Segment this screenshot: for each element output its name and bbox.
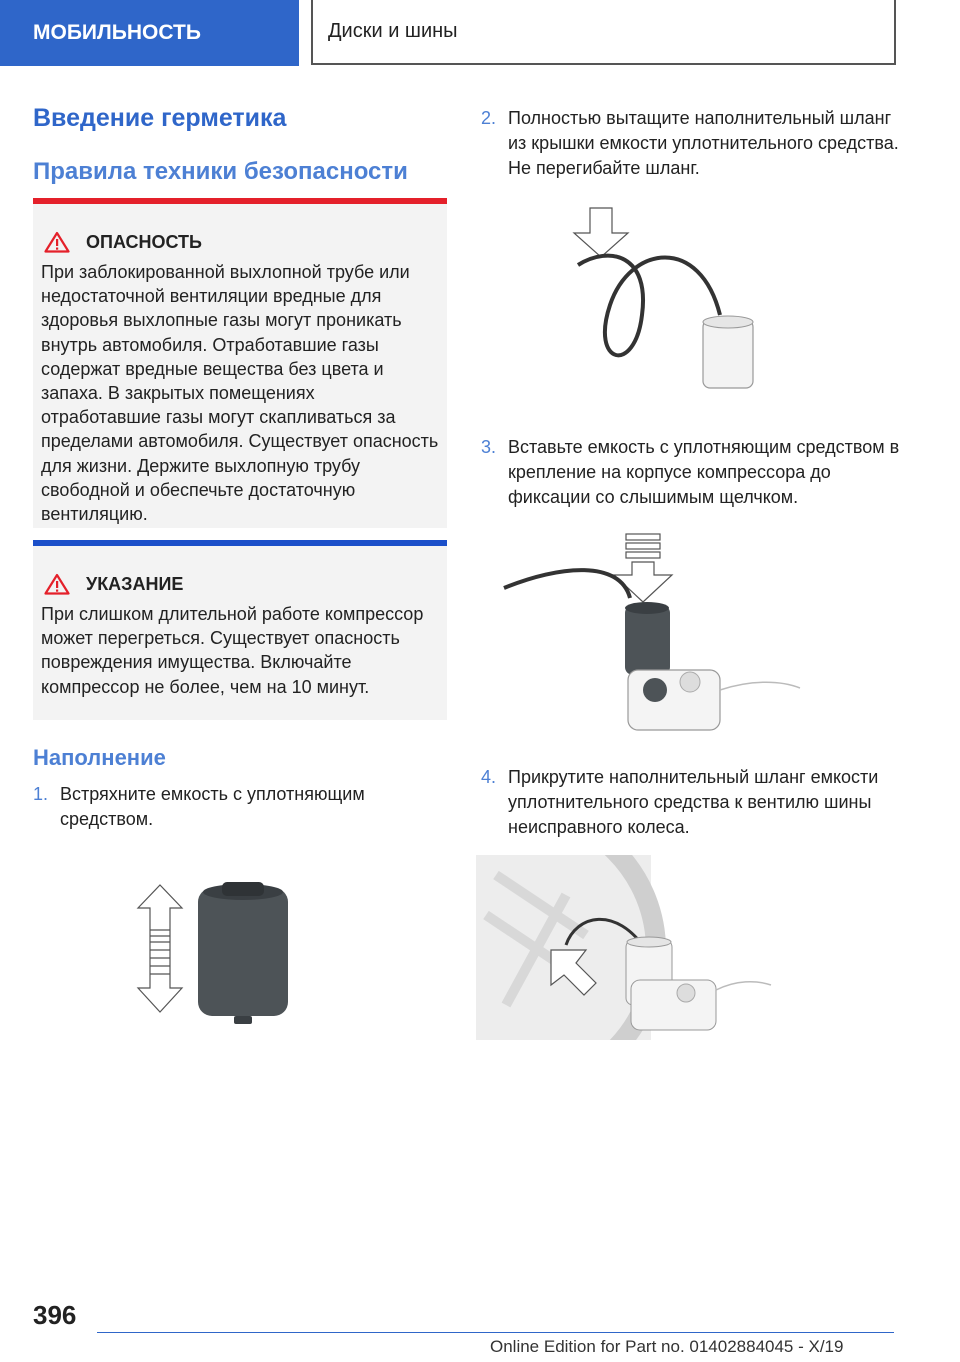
danger-title <box>44 228 439 256</box>
step-2 <box>481 106 901 181</box>
page-number: 396 <box>33 1300 77 1330</box>
warning-icon <box>44 573 70 595</box>
step-number: 2. <box>481 108 497 128</box>
footer-divider <box>97 1332 894 1333</box>
filling-heading: Наполнение <box>33 745 166 770</box>
step-text: Встряхните емкость с уплотняющим средством. <box>60 784 365 829</box>
step-1 <box>33 782 447 832</box>
page-title: Введение герметика <box>33 104 287 132</box>
section-tab[interactable]: МОБИЛЬНОСТЬ <box>0 0 299 66</box>
compressor-icon <box>631 980 716 1030</box>
section-subtitle: Правила техники безопасности <box>33 158 408 185</box>
danger-text: При заблокированной выхлопной трубе или недостаточной вентиляции вредные для здоровья выхлопные газы могут проникать внутрь автомобиля. Отработавшие газы содержат вредные вещества без цвета и запаха. В закрытых помещениях отработавшие газы могут скапливаться за пределами автомобиля. Существует опасность для жизни. Держите выхлопную трубу свободной и обеспечьте достаточную вентиляцию. <box>41 262 439 525</box>
step-number: 1. <box>33 784 49 804</box>
warning-icon <box>44 231 70 253</box>
danger-label: ОПАСНОСТЬ <box>86 231 202 252</box>
step-text: Вставьте емкость с уплотняющим средством в крепление на корпусе компрессора до фиксации со слышимым щелчком. <box>508 437 900 507</box>
step-number: 4. <box>481 767 497 787</box>
topic-header <box>311 0 896 65</box>
hose-pulled-figure <box>570 205 760 395</box>
edition-text: Online Edition for Part no. 01402884045 - X/19 <box>490 1337 844 1356</box>
shake-canister-figure <box>130 880 300 1030</box>
step-number: 3. <box>481 437 497 457</box>
notice-label: УКАЗАНИЕ <box>86 573 184 594</box>
sealant-canister-icon <box>703 316 753 388</box>
notice-text: При слишком длительной работе компрессор может перегреться. Существует опасность повреждения имущества. Включайте компрессор не более, чем на 10 минут. <box>41 604 424 697</box>
notice-box <box>33 540 447 720</box>
step-text: Прикрутите наполнительный шланг емкости уплотнительного средства к вентилю шины неисправного колеса. <box>508 767 879 837</box>
down-arrow-icon <box>614 534 672 602</box>
step-text: Полностью вытащите наполнительный шланг из крышки емкости уплотнительного средства. Не перегибайте шланг. <box>508 108 899 178</box>
sealant-canister-icon <box>625 602 670 675</box>
step-4 <box>481 765 901 840</box>
insert-canister-figure <box>500 530 805 745</box>
attach-valve-figure <box>476 855 776 1040</box>
down-arrow-icon <box>574 208 628 257</box>
sealant-canister-icon <box>198 882 288 1024</box>
notice-title <box>44 570 439 598</box>
danger-box <box>33 198 447 528</box>
shake-arrow-icon <box>138 885 182 1012</box>
topic-label: Диски и шины <box>328 20 458 42</box>
compressor-icon <box>628 670 720 730</box>
step-3 <box>481 435 901 510</box>
